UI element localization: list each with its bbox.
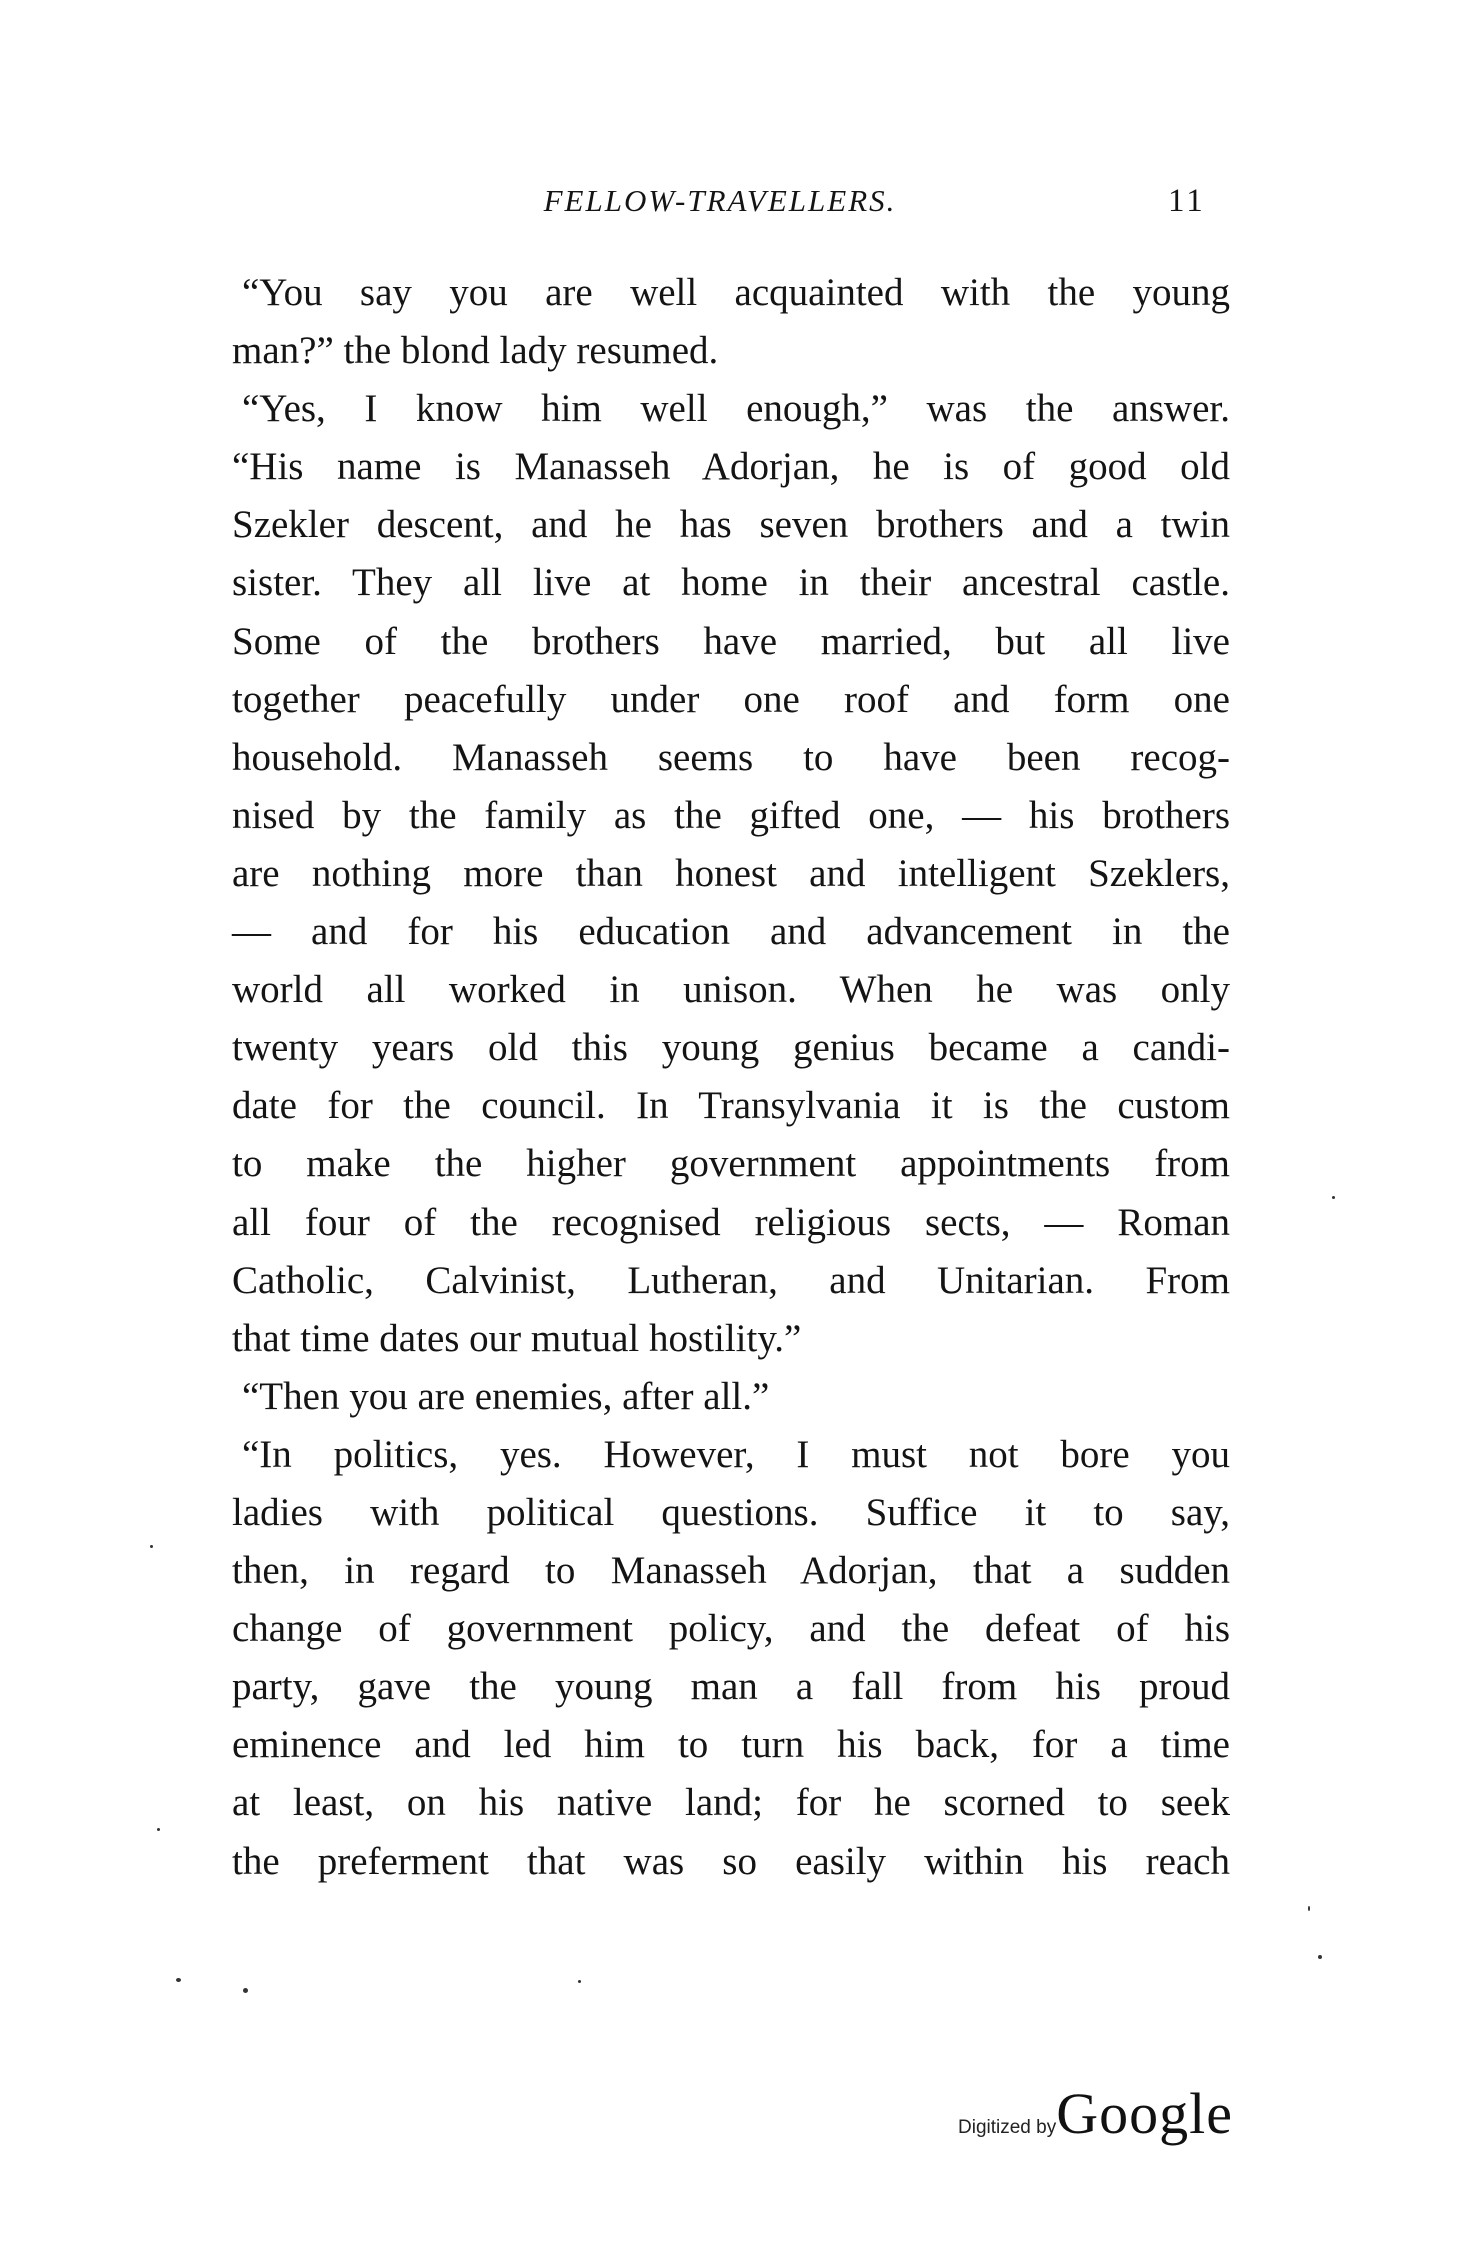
text-line: all four of the recognised religious sects, — Roman xyxy=(232,1200,1230,1244)
text-line: nised by the family as the gifted one, — his brothers xyxy=(232,793,1230,837)
text-line: household. Manasseh seems to have been recog- xyxy=(232,735,1230,779)
scan-speck xyxy=(1332,1196,1335,1199)
text-line: “His name is Manasseh Adorjan, he is of good old xyxy=(232,445,1230,489)
scan-speck xyxy=(243,1988,248,1993)
text-line: to make the higher government appointments from xyxy=(232,1142,1230,1186)
text-line: world all worked in unison. When he was only xyxy=(232,968,1230,1012)
text-line: eminence and led him to turn his back, for a time xyxy=(232,1723,1230,1767)
scan-speck xyxy=(150,1545,153,1548)
text-line: party, gave the young man a fall from his proud xyxy=(232,1665,1230,1709)
text-line: “Yes, I know him well enough,” was the answer. xyxy=(242,387,1230,431)
page-number: 11 xyxy=(1168,183,1206,219)
text-line: together peacefully under one roof and form one xyxy=(232,677,1230,721)
google-logo: Google xyxy=(1056,2081,1233,2146)
text-line: change of government policy, and the defeat of his xyxy=(232,1607,1230,1651)
text-line: the preferment that was so easily within his reach xyxy=(232,1839,1230,1883)
text-line: man?” the blond lady resumed. xyxy=(232,329,719,373)
text-line: Szekler descent, and he has seven brothers and a twin xyxy=(232,503,1230,547)
body-text xyxy=(232,264,1230,1891)
text-line: then, in regard to Manasseh Adorjan, that a sudden xyxy=(232,1549,1230,1593)
text-line: “You say you are well acquainted with the young xyxy=(242,271,1230,314)
text-line: at least, on his native land; for he scorned to seek xyxy=(232,1781,1230,1825)
scan-speck xyxy=(176,1978,181,1982)
text-line: twenty years old this young genius became a candi- xyxy=(232,1026,1230,1070)
text-line: Some of the brothers have married, but all live xyxy=(232,619,1230,663)
text-line: date for the council. In Transylvania it is the custom xyxy=(232,1084,1230,1128)
text-line: “In politics, yes. However, I must not bore you xyxy=(242,1432,1230,1476)
watermark-prefix: Digitized by xyxy=(958,2117,1057,2138)
digitized-by-google-watermark xyxy=(958,2080,1233,2147)
text-line: — and for his education and advancement in the xyxy=(232,910,1230,954)
running-title: FELLOW-TRAVELLERS. xyxy=(543,183,897,218)
scan-speck xyxy=(1318,1955,1322,1959)
text-line: “Then you are enemies, after all.” xyxy=(242,1374,770,1418)
scan-speck xyxy=(578,1980,581,1983)
text-line: Catholic, Calvinist, Lutheran, and Unitarian. From xyxy=(232,1258,1230,1302)
text-line: sister. They all live at home in their ancestral castle. xyxy=(232,561,1230,605)
text-line: are nothing more than honest and intelligent Szeklers, xyxy=(232,851,1230,895)
text-line: that time dates our mutual hostility.” xyxy=(232,1316,802,1360)
text-line: ladies with political questions. Suffice it to say, xyxy=(232,1490,1230,1534)
scan-speck xyxy=(157,1828,160,1831)
scan-speck xyxy=(1308,1906,1310,1911)
